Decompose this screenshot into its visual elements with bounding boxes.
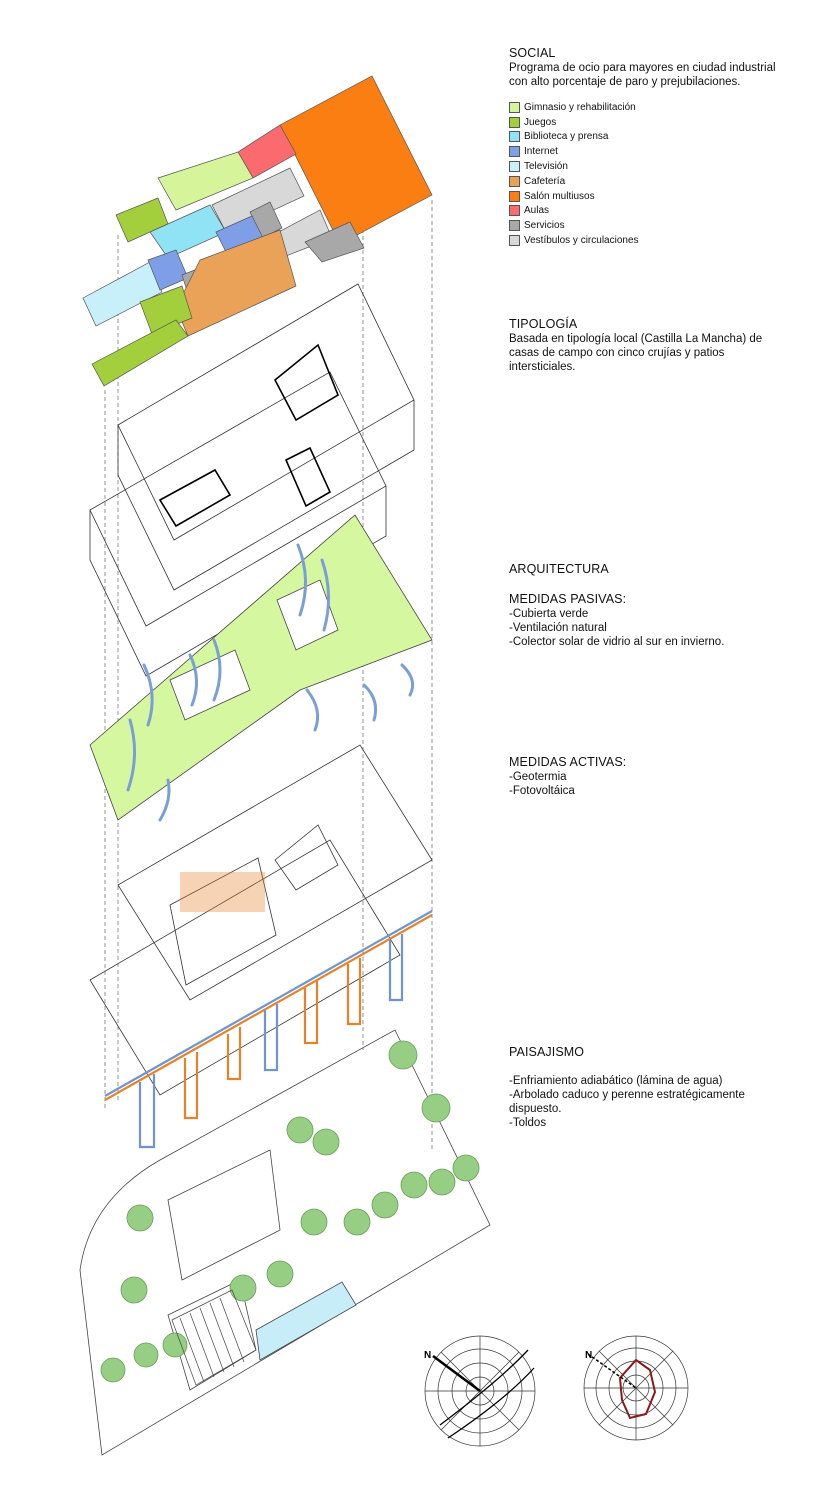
medida-pasiva-item: -Cubierta verde — [509, 608, 589, 620]
social-title: SOCIAL — [509, 46, 556, 60]
program-block-juegos-3 — [92, 320, 188, 386]
medida-pasiva-item: -Ventilación natural — [509, 622, 607, 634]
legend-label: Servicios — [524, 220, 565, 232]
legend-label: Cafetería — [524, 175, 566, 187]
legend-item — [509, 174, 639, 189]
medida-activa-item: -Fotovoltáica — [509, 785, 575, 797]
medidas-pasivas-section — [509, 592, 809, 649]
program-legend — [509, 100, 639, 248]
water-sheet — [256, 1282, 356, 1360]
social-program-plan — [83, 76, 432, 386]
geothermal-loops — [105, 911, 432, 1147]
legend-swatch — [509, 235, 520, 246]
legend-swatch — [509, 161, 520, 172]
legend-swatch — [509, 131, 520, 142]
social-section — [509, 46, 809, 89]
paisajismo-item: -Arbolado caduco y perenne estratégicamente — [509, 1089, 745, 1101]
paisajismo-section — [509, 1045, 809, 1130]
medidas-activas-title: MEDIDAS ACTIVAS: — [509, 755, 627, 769]
medidas-activas-section — [509, 755, 809, 798]
legend-label: Televisión — [524, 161, 568, 173]
legend-swatch — [509, 117, 520, 128]
compass-north-label: N — [424, 1350, 432, 1361]
tipologia-desc-line-3: intersticiales. — [509, 361, 576, 373]
wind-rose — [584, 1336, 688, 1440]
legend-swatch — [509, 102, 520, 113]
legend-label: Juegos — [524, 116, 557, 128]
legend-item — [509, 204, 639, 219]
legend-item — [509, 218, 639, 233]
tipologia-desc-line-2: casas de campo con cinco crujías y patios — [509, 347, 725, 359]
legend-item — [509, 159, 639, 174]
medida-pasiva-item: -Colector solar de vidrio al sur en invierno. — [509, 636, 725, 648]
legend-label: Gimnasio y rehabilitación — [524, 101, 636, 113]
legend-item — [509, 233, 639, 248]
green-roof-layer — [90, 515, 432, 820]
legend-swatch — [509, 191, 520, 202]
arquitectura-title-block — [509, 562, 809, 577]
tipologia-section — [509, 317, 809, 374]
legend-swatch — [509, 205, 520, 216]
pv-panels — [180, 872, 265, 912]
legend-item — [509, 100, 639, 115]
paisajismo-title: PAISAJISMO — [509, 1045, 585, 1059]
sun-path-chart — [425, 1336, 535, 1446]
social-desc-line-1: Programa de ocio para mayores en ciudad industrial — [509, 62, 776, 74]
social-desc-line-2: con alto porcentaje de paro y prejubilaciones. — [509, 76, 741, 88]
legend-item — [509, 130, 639, 145]
legend-item — [509, 115, 639, 130]
legend-item — [509, 189, 639, 204]
legend-label: Biblioteca y prensa — [524, 131, 609, 143]
paisajismo-item: dispuesto. — [509, 1103, 562, 1115]
paisajismo-item: -Enfriamiento adiabático (lámina de agua) — [509, 1075, 723, 1087]
legend-swatch — [509, 176, 520, 187]
windrose-north-label: N — [585, 1350, 593, 1361]
legend-swatch — [509, 220, 520, 231]
legend-label: Salón multiusos — [524, 190, 595, 202]
legend-label: Internet — [524, 146, 558, 158]
legend-item — [509, 144, 639, 159]
arquitectura-title: ARQUITECTURA — [509, 562, 609, 576]
legend-label: Aulas — [524, 205, 550, 217]
medidas-pasivas-title: MEDIDAS PASIVAS: — [509, 592, 627, 606]
legend-swatch — [509, 146, 520, 157]
medida-activa-item: -Geotermia — [509, 771, 567, 783]
tipologia-title: TIPOLOGÍA — [509, 317, 578, 331]
tipologia-desc-line-1: Basada en tipología local (Castilla La Mancha) de — [509, 333, 763, 345]
legend-label: Vestíbulos y circulaciones — [524, 235, 639, 247]
paisajismo-item: -Toldos — [509, 1117, 547, 1129]
